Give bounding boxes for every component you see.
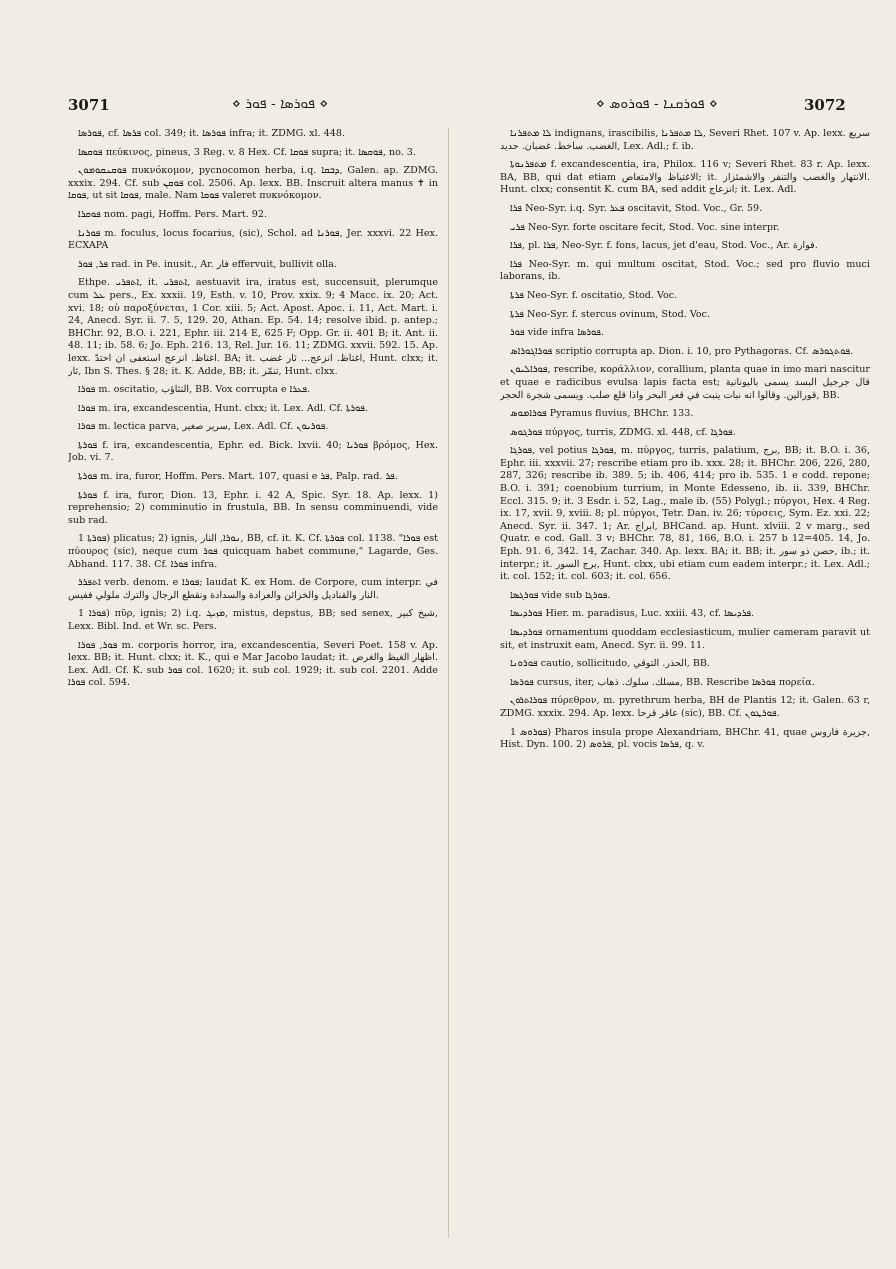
left-page-number: 3071 bbox=[68, 96, 110, 114]
left-running-title: ⋄ ܦܘܪܣܐ ‐ ܦܘܪ ⋄ bbox=[232, 96, 329, 112]
entry: ܠܐ ܡܬܦܪܢܐ indignans, irascibilis, ܠܐ ܡܬܦܪܢܐ, Severi Rhet. 107 v. Ap. lexx. سريع الغضب. ساخط. غضبان. حديد, Lex. Adl.; f. ib. bbox=[500, 128, 870, 152]
entry: ܦܪܐ Neo-Syr. i.q. Syr. ܦܥܪ oscitavit, Stod. Voc., Gr. 59. bbox=[510, 202, 763, 214]
entry: ܦܘܪܐ m. oscitatio, التثاؤب, BB. Vox corrupta e ܦܥܪܐ. bbox=[78, 384, 311, 396]
entry: ܦܘܪ, ܦܘܪܐ m. corporis horror, ira, excandescentia, Severi Poet. 158 v. Ap. lexx. BB; it. Hunt. clxx; it. K., qui e Mar Jacobo laudat; it. اظهار الغيظ والغرض. Lex. Adl. Cf. K. sub ܦܘܪ col. 1620; it. sub col. 1929; it. sub col. 2201. Adde ܦܘܪܐ col. 594. bbox=[68, 639, 438, 689]
entry: ܦܘܪܐܓܘܪܐܣ scriptio corrupta ap. Dion. i. 10, pro Pythagoras. Cf. ܦܘܬܓܘܪܣ. bbox=[510, 345, 854, 357]
entry: ܦܪܐ, pl. ܦܪܐ, Neo-Syr. f. fons, lacus, jet d'eau, Stod. Voc., Ar. فوارة. bbox=[510, 240, 818, 252]
entry: ܦܘܪܕܝܣܐ Hier. m. paradisus, Luc. xxiii. 43, cf. ܦܪܕܝܣܐ. bbox=[510, 608, 755, 620]
entry: ܡܬܦܪܢܘܬܐ f. excandescentia, ira, Philox. 116 v; Severi Rhet. 83 r. Ap. lexx. BA, BB, qui dat etiam الاغتياظ والامتعاض; it. الانتهار والغضب والتنفر والاشمئزاز. Hunt. clxx; consentit K. cum BA, sed addit انزعاج; it. Lex. Adl. bbox=[500, 159, 870, 196]
entry: ܦܘܩܣܐ πεύκινος, pineus, 3 Reg. v. 8 Hex. Cf. ܦܘܩܐ supra; it. ܦܘܩܣܐ, no. 3. bbox=[78, 146, 416, 158]
entry: ܐܬܦܪܪ verb. denom. e ܦܘܪܐ; laudat K. ex Hom. de Corpore, cum interpr. في النار والقناديل والخزائن والعرادة والسدادة ونقطع الرجال والترك ملولي ففيس. bbox=[68, 577, 438, 601]
entry: ܦܘܪܬܐ 1) plicatus; 2) ignis, ܢܘܪܐ, النار, BB, cf. it. K. Cf. ܦܘܪܬܐ col. 1138. "ܦܘܪܐ est πύουρος (sic), neque cum ܦܘܪ quicquam habet commune," Lagarde, Ges. Abhand. 117. 38. Cf. ܦܘܪܐ infra. bbox=[68, 533, 438, 570]
entry: ܦܘܪܣܐ cursus, iter, مسلك. سلوك. ذهاب, BB. Rescribe ܦܘܪܣܐ πορεία. bbox=[510, 676, 815, 688]
left-column bbox=[68, 128, 438, 1248]
entry: ܦܘܪܕܝܣܐ ornamentum quoddam ecclesiasticum, mulier cameram paravit ut sit, et instruxit eam, Anecd. Syr. ii. 99. 11. bbox=[500, 627, 870, 651]
entry: ܦܘܪܐܡܘܣ Pyramus fluvius, BHChr. 133. bbox=[510, 408, 694, 420]
entry: ܦܘܪܐ m. lectica parva, سرير صغير, Lex. Adl. Cf. ܦܘܪܝܘܢ. bbox=[78, 421, 329, 433]
entry: ܦܪܝ Neo-Syr. forte oscitare fecit, Stod. Voc. sine interpr. bbox=[510, 221, 780, 233]
entry: ܦܘܪܐܬܪܘܢ πύρεθρον, m. pyrethrum herba, BH de Plantis 12; it. Galen. 63 r, ZDMG. xxxix. 294. Ap. lexx. عاقر قرحا (sic), BB. Cf. ܦܘܪܛܘܢ. bbox=[500, 695, 870, 719]
entry: ܦܘܪܢܐ m. foculus, locus focarius, (sic), Schol. ad ܦܘܪܢܐ, Jer. xxxvi. 22 Hex. ECXAPA bbox=[68, 227, 438, 252]
entry: ܦܘܪܓܘܣ πύργος, turris, ZDMG. xl. 448, cf. ܦܘܪܓܐ. bbox=[510, 426, 736, 438]
entry: ܦܪ, ܦܘܪ rad. in Pe. inusit., Ar. فار effervuit, bullivit olla. bbox=[78, 258, 337, 270]
entry: ܦܘܪܣܐ, cf. ܦܪܣܐ col. 349; it. ܦܘܪܣܐ infra; it. ZDMG. xl. 448. bbox=[78, 128, 346, 139]
entry: ܦܘܪܓܐ, vel potius ܦܘܪܓܐ, m. πύργος, turris, palatium, برج, BB; it. B.O. i. 36, Ephr. iii. xxxvii. 27; rescribe etiam pro ib. xxx. 28; it. BHChr. 206, 226, 280, 287, 326; rescribe ib. 389. 5; ib. 406, 414; pro ib. 535. 1 e codd. repone; B.O. i. 391; coenobium turrium, in Monte Edesseno, ib. ii. 339, BHChr. Eccl. 315. 9; it. 3 Esdr. i. 52, Lag., male ib. (55) Polygl.; πύργοι, Hex. 4 Reg. ix. 17, xvii. 9, xviii. 8; pl. πύργοι, Tetr. Dan. iv. 26; τύρσεις, Sym. Ez. xxi. 22; Anecd. Syr. ii. 347. 1; Ar. ابراج, BHCand. ap. Hunt. xlviii. 2 v marg., sed Quatr. e cod. Gall. 3 v; BHChr. 78, 81, 166, B.O. i. 257 b 12=405. 14, Jo. Eph. 91. 6, 342. 14, Zachar. 340. Ap. lexx. BA; it. BB; it. حصن ذو سور, ib.; it. interpr.; it. برج السور, Hunt. clxx, ubi etiam cum eadem interpr.; it. Lex. Adl.; it. col. 152; it. col. 603; it. col. 656. bbox=[500, 445, 870, 583]
entry: ܦܪܬܐ Neo-Syr. f. stercus ovinum, Stod. Voc. bbox=[510, 308, 711, 320]
column-divider bbox=[448, 128, 449, 1238]
entry: ܦܘܪܘܢܐ cautio, sollicitudo, الحذر. التوقي, BB. bbox=[510, 658, 711, 670]
entry: ܦܪܐ Neo-Syr. m. qui multum oscitat, Stod. Voc.; sed pro fluvio muci laborans, ib. bbox=[500, 258, 870, 283]
entry: ܦܘܪܬܐ f. ira, furor, Dion. 13, Ephr. i. 42 A, Spic. Syr. 18. Ap. lexx. 1) reprehensio; 2) comminutio in frustula, BB. In sensu comminuendi, vide sub rad. bbox=[68, 489, 438, 526]
entry: ܦܪܬܐ Neo-Syr. f. oscitatio, Stod. Voc. bbox=[510, 289, 678, 301]
right-page-number: 3072 bbox=[804, 96, 846, 114]
entry: ܦܘܪܬܐ m. ira, furor, Hoffm. Pers. Mart. 107, quasi e ܦܪ, Palp. rad. ܦܪ. bbox=[78, 471, 398, 483]
entry: ܦܘܪܬܐ f. ira, excandescentia, Ephr. ed. Bick. lxvii. 40; ܦܘܪܝܐ βρόμος, Hex. Job. vi. 7. bbox=[68, 439, 438, 464]
entry: Ethpe. ܐܬܦܪܝ, it. ܐܬܦܪܝ, aestuavit ira, iratus est, succensuit, plerumque cum ܥܠ pers., Ex. xxxii. 19, Esth. v. 10, Prov. xxix. 9; 4 Macc. ix. 20; Act. xvi. 18; οὐ παροξύνεται, 1 Cor. xiii. 5; Act. Apost. Apoc. i. 11, Act. Mart. i. 24, Anecd. Syr. ii. 7. 5, 129. 20, Athan. Ep. 54. 14; resolve ibid. p. antep.; BHChr. 92, B.O. i. 221, Ephr. iii. 214 E, 625 F; Opp. Gr. ii. 401 B; it. Ant. ii. 48. 11; ib. 58. 6; Jo. Eph. 216. 13, Rel. Jur. 16. 11; ZDMG. xxvii. 592. 15. Ap. lexx. اغتاظ. انزعج استعفى ان احتدّ. BA; it. اغتاظ. انزعج... ثار غضب, Hunt. clxx; it. ثار, Ibn S. Thes. § 28; it. K. Adde, BB; it. تنمّر, Hunt. clxx. bbox=[68, 277, 438, 377]
right-column bbox=[500, 128, 870, 1248]
entry: ܦܘܪܐ 1) πῦρ, ignis; 2) i.q. ܡܙܝܓ, mistus, depstus, BB; sed senex, شيخ كبير, Lexx. Bibl. Ind. et Wr. sc. Pers. bbox=[68, 608, 438, 632]
entry: ܦܘܪܘܣ 1) Pharos insula prope Alexandriam, BHChr. 41, quae جزيرة فاروس, Hist. Dyn. 100. 2) ܦܪܘܣ, pl. vocis ܦܪܣܐ, q. v. bbox=[500, 726, 870, 751]
entry: ܦܘܩܢܩܘܡܘܢ πυκνόκομον, pycnocomon herba, i.q. ܕܒܩܐ, Galen. ap. ZDMG. xxxix. 294. Cf. sub ܦܘܩܢ col. 2506. Ap. lexx. BB. Inscruit altera manus ✝ in ܦܘܩܐ, ut sit ܦܘܩܐ, male. Nam ܦܘܩܐ valeret πυκνόκομον. bbox=[68, 165, 438, 202]
right-running-title: ⋄ ܦܘܪܩܢܐ ‐ ܦܘܪܘܣ ⋄ bbox=[596, 96, 718, 112]
entry: ܦܘܪܓܣܐ vide sub ܦܘܪܓܐ. bbox=[510, 589, 611, 601]
entry: ܦܘܪܐܠܝܘܢ, rescribe, κοράλλιον, corallium, planta quae in imo mari nascitur et quae e radicibus evulsa lapis facta est; قال جرجيل البسد يسمى باليونانية قورالين. وقالوا انه نبات ينبت في قعر البحر واذا قلع صلب. ويسمى شجرة الحجر, BB. bbox=[500, 364, 870, 401]
entry: ܦܘܩܪܐ nom. pagi, Hoffm. Pers. Mart. 92. bbox=[78, 208, 268, 220]
entry: ܦܘܪܐ m. ira, excandescentia, Hunt. clxx; it. Lex. Adl. Cf. ܦܘܪܬܐ. bbox=[78, 402, 369, 414]
entry: ܦܘܪ vide infra ܦܘܪܣܐ. bbox=[510, 327, 605, 339]
